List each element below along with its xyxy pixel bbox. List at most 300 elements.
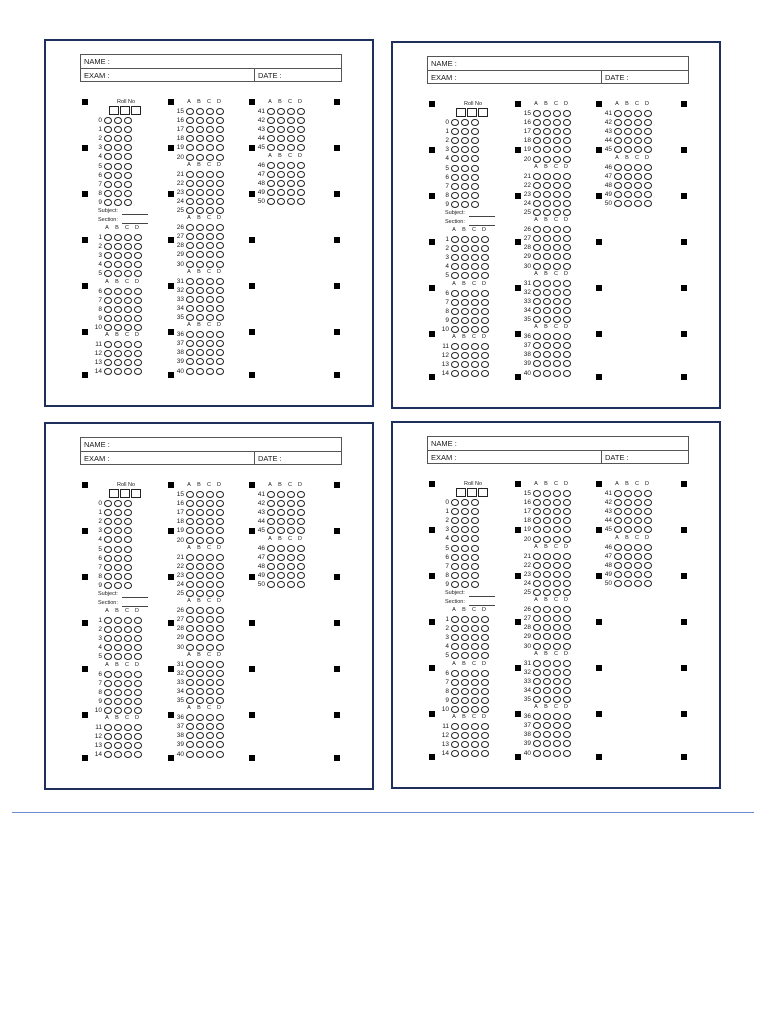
answer-bubble[interactable] <box>134 698 142 705</box>
answer-bubble[interactable] <box>196 261 204 268</box>
answer-bubble[interactable] <box>461 634 469 641</box>
roll-bubble[interactable] <box>471 192 479 199</box>
answer-bubble[interactable] <box>216 314 224 321</box>
answer-bubble[interactable] <box>553 517 561 524</box>
answer-bubble[interactable] <box>543 750 551 757</box>
answer-bubble[interactable] <box>297 509 305 516</box>
answer-bubble[interactable] <box>267 180 275 187</box>
roll-bubble[interactable] <box>471 545 479 552</box>
answer-bubble[interactable] <box>297 491 305 498</box>
answer-bubble[interactable] <box>563 490 571 497</box>
answer-bubble[interactable] <box>114 653 122 660</box>
answer-bubble[interactable] <box>114 617 122 624</box>
roll-bubble[interactable] <box>471 128 479 135</box>
roll-bubble[interactable] <box>104 190 112 197</box>
answer-bubble[interactable] <box>186 108 194 115</box>
roll-bubble[interactable] <box>461 572 469 579</box>
answer-bubble[interactable] <box>206 732 214 739</box>
answer-bubble[interactable] <box>206 634 214 641</box>
answer-bubble[interactable] <box>206 368 214 375</box>
answer-bubble[interactable] <box>563 370 571 377</box>
answer-bubble[interactable] <box>104 626 112 633</box>
answer-bubble[interactable] <box>471 299 479 306</box>
answer-bubble[interactable] <box>533 490 541 497</box>
answer-bubble[interactable] <box>186 207 194 214</box>
roll-bubble[interactable] <box>471 526 479 533</box>
answer-bubble[interactable] <box>543 182 551 189</box>
answer-bubble[interactable] <box>277 180 285 187</box>
answer-bubble[interactable] <box>297 554 305 561</box>
answer-bubble[interactable] <box>533 696 541 703</box>
roll-bubble[interactable] <box>461 545 469 552</box>
roll-bubble[interactable] <box>124 582 132 589</box>
answer-bubble[interactable] <box>216 108 224 115</box>
answer-bubble[interactable] <box>186 723 194 730</box>
answer-bubble[interactable] <box>216 625 224 632</box>
answer-bubble[interactable] <box>124 644 132 651</box>
answer-bubble[interactable] <box>186 697 194 704</box>
answer-bubble[interactable] <box>134 243 142 250</box>
roll-bubble[interactable] <box>461 499 469 506</box>
answer-bubble[interactable] <box>543 360 551 367</box>
answer-bubble[interactable] <box>553 536 561 543</box>
roll-bubble[interactable] <box>104 172 112 179</box>
roll-bubble[interactable] <box>114 582 122 589</box>
answer-bubble[interactable] <box>451 652 459 659</box>
answer-bubble[interactable] <box>543 253 551 260</box>
answer-bubble[interactable] <box>563 740 571 747</box>
answer-bubble[interactable] <box>543 200 551 207</box>
answer-bubble[interactable] <box>196 679 204 686</box>
answer-bubble[interactable] <box>543 191 551 198</box>
answer-bubble[interactable] <box>624 499 632 506</box>
answer-bubble[interactable] <box>624 200 632 207</box>
answer-bubble[interactable] <box>471 290 479 297</box>
roll-bubble[interactable] <box>451 146 459 153</box>
answer-bubble[interactable] <box>216 590 224 597</box>
answer-bubble[interactable] <box>533 316 541 323</box>
roll-bubble[interactable] <box>114 163 122 170</box>
answer-bubble[interactable] <box>104 288 112 295</box>
answer-bubble[interactable] <box>134 288 142 295</box>
answer-bubble[interactable] <box>186 500 194 507</box>
answer-bubble[interactable] <box>563 696 571 703</box>
answer-bubble[interactable] <box>196 634 204 641</box>
answer-bubble[interactable] <box>104 644 112 651</box>
answer-bubble[interactable] <box>216 572 224 579</box>
answer-bubble[interactable] <box>216 261 224 268</box>
answer-bubble[interactable] <box>451 679 459 686</box>
answer-bubble[interactable] <box>563 209 571 216</box>
answer-bubble[interactable] <box>451 236 459 243</box>
answer-bubble[interactable] <box>451 670 459 677</box>
answer-bubble[interactable] <box>563 110 571 117</box>
roll-no-entry-box[interactable] <box>467 108 477 117</box>
answer-bubble[interactable] <box>461 245 469 252</box>
answer-bubble[interactable] <box>461 723 469 730</box>
answer-bubble[interactable] <box>134 341 142 348</box>
answer-bubble[interactable] <box>553 244 561 251</box>
answer-bubble[interactable] <box>624 553 632 560</box>
answer-bubble[interactable] <box>196 117 204 124</box>
answer-bubble[interactable] <box>206 233 214 240</box>
answer-bubble[interactable] <box>196 251 204 258</box>
answer-bubble[interactable] <box>287 581 295 588</box>
roll-bubble[interactable] <box>471 155 479 162</box>
answer-bubble[interactable] <box>287 135 295 142</box>
answer-bubble[interactable] <box>124 315 132 322</box>
roll-bubble[interactable] <box>461 192 469 199</box>
roll-bubble[interactable] <box>104 509 112 516</box>
answer-bubble[interactable] <box>533 571 541 578</box>
answer-bubble[interactable] <box>196 697 204 704</box>
answer-bubble[interactable] <box>533 643 541 650</box>
answer-bubble[interactable] <box>104 261 112 268</box>
name-row[interactable] <box>81 55 341 69</box>
roll-bubble[interactable] <box>471 174 479 181</box>
answer-bubble[interactable] <box>114 751 122 758</box>
answer-bubble[interactable] <box>543 536 551 543</box>
roll-no-entry-box[interactable] <box>467 488 477 497</box>
answer-bubble[interactable] <box>461 236 469 243</box>
answer-bubble[interactable] <box>481 299 489 306</box>
answer-bubble[interactable] <box>206 714 214 721</box>
answer-bubble[interactable] <box>553 263 561 270</box>
answer-bubble[interactable] <box>563 200 571 207</box>
answer-bubble[interactable] <box>614 499 622 506</box>
answer-bubble[interactable] <box>196 108 204 115</box>
answer-bubble[interactable] <box>461 706 469 713</box>
roll-bubble[interactable] <box>124 144 132 151</box>
answer-bubble[interactable] <box>206 358 214 365</box>
answer-bubble[interactable] <box>471 732 479 739</box>
answer-bubble[interactable] <box>134 617 142 624</box>
answer-bubble[interactable] <box>461 361 469 368</box>
roll-bubble[interactable] <box>104 153 112 160</box>
answer-bubble[interactable] <box>114 261 122 268</box>
answer-bubble[interactable] <box>196 500 204 507</box>
answer-bubble[interactable] <box>216 527 224 534</box>
roll-bubble[interactable] <box>471 165 479 172</box>
answer-bubble[interactable] <box>624 191 632 198</box>
answer-bubble[interactable] <box>471 697 479 704</box>
answer-bubble[interactable] <box>614 571 622 578</box>
answer-bubble[interactable] <box>543 713 551 720</box>
roll-bubble[interactable] <box>114 536 122 543</box>
roll-bubble[interactable] <box>104 564 112 571</box>
answer-bubble[interactable] <box>124 617 132 624</box>
answer-bubble[interactable] <box>563 526 571 533</box>
answer-bubble[interactable] <box>543 731 551 738</box>
answer-bubble[interactable] <box>533 580 541 587</box>
roll-bubble[interactable] <box>451 119 459 126</box>
answer-bubble[interactable] <box>563 750 571 757</box>
answer-bubble[interactable] <box>481 361 489 368</box>
answer-bubble[interactable] <box>196 491 204 498</box>
answer-bubble[interactable] <box>206 180 214 187</box>
answer-bubble[interactable] <box>104 671 112 678</box>
answer-bubble[interactable] <box>563 191 571 198</box>
roll-no-entry-box[interactable] <box>456 488 466 497</box>
answer-bubble[interactable] <box>553 508 561 515</box>
answer-bubble[interactable] <box>277 518 285 525</box>
answer-bubble[interactable] <box>216 296 224 303</box>
answer-bubble[interactable] <box>277 491 285 498</box>
answer-bubble[interactable] <box>451 254 459 261</box>
answer-bubble[interactable] <box>543 128 551 135</box>
answer-bubble[interactable] <box>634 200 642 207</box>
answer-bubble[interactable] <box>297 180 305 187</box>
answer-bubble[interactable] <box>644 137 652 144</box>
answer-bubble[interactable] <box>206 126 214 133</box>
answer-bubble[interactable] <box>533 119 541 126</box>
answer-bubble[interactable] <box>216 117 224 124</box>
answer-bubble[interactable] <box>287 198 295 205</box>
answer-bubble[interactable] <box>533 146 541 153</box>
answer-bubble[interactable] <box>287 171 295 178</box>
roll-bubble[interactable] <box>104 527 112 534</box>
answer-bubble[interactable] <box>196 126 204 133</box>
answer-bubble[interactable] <box>186 287 194 294</box>
answer-bubble[interactable] <box>134 689 142 696</box>
answer-bubble[interactable] <box>287 518 295 525</box>
answer-bubble[interactable] <box>553 526 561 533</box>
roll-bubble[interactable] <box>114 153 122 160</box>
answer-bubble[interactable] <box>563 235 571 242</box>
answer-bubble[interactable] <box>481 625 489 632</box>
answer-bubble[interactable] <box>553 182 561 189</box>
roll-bubble[interactable] <box>461 517 469 524</box>
answer-bubble[interactable] <box>114 341 122 348</box>
name-row[interactable] <box>428 57 688 71</box>
answer-bubble[interactable] <box>196 180 204 187</box>
answer-bubble[interactable] <box>206 590 214 597</box>
answer-bubble[interactable] <box>206 135 214 142</box>
answer-bubble[interactable] <box>206 723 214 730</box>
answer-bubble[interactable] <box>481 688 489 695</box>
answer-bubble[interactable] <box>114 733 122 740</box>
answer-bubble[interactable] <box>186 126 194 133</box>
answer-bubble[interactable] <box>206 500 214 507</box>
answer-bubble[interactable] <box>104 315 112 322</box>
answer-bubble[interactable] <box>533 624 541 631</box>
answer-bubble[interactable] <box>471 254 479 261</box>
answer-bubble[interactable] <box>186 714 194 721</box>
answer-bubble[interactable] <box>186 527 194 534</box>
answer-bubble[interactable] <box>186 180 194 187</box>
answer-bubble[interactable] <box>553 253 561 260</box>
answer-bubble[interactable] <box>543 633 551 640</box>
answer-bubble[interactable] <box>104 751 112 758</box>
answer-bubble[interactable] <box>124 635 132 642</box>
answer-bubble[interactable] <box>186 314 194 321</box>
answer-bubble[interactable] <box>196 607 204 614</box>
answer-bubble[interactable] <box>624 119 632 126</box>
answer-bubble[interactable] <box>186 590 194 597</box>
answer-bubble[interactable] <box>114 707 122 714</box>
answer-bubble[interactable] <box>186 518 194 525</box>
answer-bubble[interactable] <box>134 733 142 740</box>
answer-bubble[interactable] <box>206 581 214 588</box>
answer-bubble[interactable] <box>134 368 142 375</box>
roll-bubble[interactable] <box>451 201 459 208</box>
answer-bubble[interactable] <box>206 509 214 516</box>
answer-bubble[interactable] <box>614 119 622 126</box>
answer-bubble[interactable] <box>267 126 275 133</box>
roll-bubble[interactable] <box>104 500 112 507</box>
answer-bubble[interactable] <box>277 545 285 552</box>
answer-bubble[interactable] <box>216 688 224 695</box>
answer-bubble[interactable] <box>553 589 561 596</box>
answer-bubble[interactable] <box>471 706 479 713</box>
answer-bubble[interactable] <box>553 669 561 676</box>
answer-bubble[interactable] <box>481 308 489 315</box>
answer-bubble[interactable] <box>481 741 489 748</box>
answer-bubble[interactable] <box>267 500 275 507</box>
roll-no-entry-box[interactable] <box>120 489 130 498</box>
answer-bubble[interactable] <box>634 553 642 560</box>
answer-bubble[interactable] <box>196 670 204 677</box>
answer-bubble[interactable] <box>614 517 622 524</box>
answer-bubble[interactable] <box>614 508 622 515</box>
answer-bubble[interactable] <box>297 500 305 507</box>
answer-bubble[interactable] <box>124 707 132 714</box>
answer-bubble[interactable] <box>543 226 551 233</box>
answer-bubble[interactable] <box>543 235 551 242</box>
answer-bubble[interactable] <box>196 590 204 597</box>
answer-bubble[interactable] <box>481 723 489 730</box>
answer-bubble[interactable] <box>563 508 571 515</box>
answer-bubble[interactable] <box>196 625 204 632</box>
answer-bubble[interactable] <box>461 317 469 324</box>
answer-bubble[interactable] <box>124 751 132 758</box>
roll-bubble[interactable] <box>104 546 112 553</box>
roll-bubble[interactable] <box>451 572 459 579</box>
roll-bubble[interactable] <box>461 165 469 172</box>
roll-bubble[interactable] <box>451 526 459 533</box>
answer-bubble[interactable] <box>196 135 204 142</box>
answer-bubble[interactable] <box>644 490 652 497</box>
answer-bubble[interactable] <box>277 527 285 534</box>
answer-bubble[interactable] <box>471 625 479 632</box>
answer-bubble[interactable] <box>104 270 112 277</box>
answer-bubble[interactable] <box>553 226 561 233</box>
roll-bubble[interactable] <box>124 172 132 179</box>
answer-bubble[interactable] <box>553 740 561 747</box>
answer-bubble[interactable] <box>533 235 541 242</box>
answer-bubble[interactable] <box>267 491 275 498</box>
answer-bubble[interactable] <box>206 527 214 534</box>
answer-bubble[interactable] <box>644 164 652 171</box>
answer-bubble[interactable] <box>297 126 305 133</box>
answer-bubble[interactable] <box>186 349 194 356</box>
answer-bubble[interactable] <box>186 305 194 312</box>
answer-bubble[interactable] <box>297 198 305 205</box>
roll-no-entry-box[interactable] <box>456 108 466 117</box>
answer-bubble[interactable] <box>114 689 122 696</box>
roll-bubble[interactable] <box>461 146 469 153</box>
answer-bubble[interactable] <box>124 368 132 375</box>
answer-bubble[interactable] <box>471 652 479 659</box>
answer-bubble[interactable] <box>134 270 142 277</box>
answer-bubble[interactable] <box>124 270 132 277</box>
answer-bubble[interactable] <box>134 306 142 313</box>
answer-bubble[interactable] <box>614 490 622 497</box>
answer-bubble[interactable] <box>624 137 632 144</box>
roll-bubble[interactable] <box>104 126 112 133</box>
answer-bubble[interactable] <box>267 198 275 205</box>
roll-bubble[interactable] <box>124 181 132 188</box>
answer-bubble[interactable] <box>533 731 541 738</box>
answer-bubble[interactable] <box>134 359 142 366</box>
roll-bubble[interactable] <box>114 564 122 571</box>
answer-bubble[interactable] <box>206 314 214 321</box>
roll-bubble[interactable] <box>124 117 132 124</box>
answer-bubble[interactable] <box>124 626 132 633</box>
answer-bubble[interactable] <box>124 234 132 241</box>
answer-bubble[interactable] <box>216 697 224 704</box>
answer-bubble[interactable] <box>563 499 571 506</box>
answer-bubble[interactable] <box>563 536 571 543</box>
roll-bubble[interactable] <box>461 554 469 561</box>
answer-bubble[interactable] <box>644 571 652 578</box>
roll-bubble[interactable] <box>124 518 132 525</box>
answer-bubble[interactable] <box>216 607 224 614</box>
answer-bubble[interactable] <box>461 370 469 377</box>
answer-bubble[interactable] <box>533 351 541 358</box>
answer-bubble[interactable] <box>533 615 541 622</box>
answer-bubble[interactable] <box>206 207 214 214</box>
answer-bubble[interactable] <box>104 341 112 348</box>
answer-bubble[interactable] <box>186 741 194 748</box>
answer-bubble[interactable] <box>134 680 142 687</box>
answer-bubble[interactable] <box>186 572 194 579</box>
answer-bubble[interactable] <box>543 508 551 515</box>
answer-bubble[interactable] <box>543 280 551 287</box>
answer-bubble[interactable] <box>267 144 275 151</box>
answer-bubble[interactable] <box>543 526 551 533</box>
answer-bubble[interactable] <box>533 526 541 533</box>
answer-bubble[interactable] <box>543 146 551 153</box>
roll-bubble[interactable] <box>104 181 112 188</box>
answer-bubble[interactable] <box>124 341 132 348</box>
answer-bubble[interactable] <box>114 252 122 259</box>
roll-bubble[interactable] <box>451 165 459 172</box>
answer-bubble[interactable] <box>134 252 142 259</box>
answer-bubble[interactable] <box>644 146 652 153</box>
answer-bubble[interactable] <box>206 224 214 231</box>
answer-bubble[interactable] <box>481 732 489 739</box>
roll-bubble[interactable] <box>114 546 122 553</box>
answer-bubble[interactable] <box>563 615 571 622</box>
answer-bubble[interactable] <box>451 625 459 632</box>
answer-bubble[interactable] <box>114 671 122 678</box>
answer-bubble[interactable] <box>196 305 204 312</box>
answer-bubble[interactable] <box>206 349 214 356</box>
answer-bubble[interactable] <box>196 723 204 730</box>
answer-bubble[interactable] <box>287 126 295 133</box>
roll-bubble[interactable] <box>461 155 469 162</box>
answer-bubble[interactable] <box>297 162 305 169</box>
exam-row[interactable] <box>81 69 341 82</box>
answer-bubble[interactable] <box>196 751 204 758</box>
roll-bubble[interactable] <box>114 500 122 507</box>
answer-bubble[interactable] <box>196 527 204 534</box>
answer-bubble[interactable] <box>297 144 305 151</box>
answer-bubble[interactable] <box>553 173 561 180</box>
answer-bubble[interactable] <box>451 741 459 748</box>
answer-bubble[interactable] <box>533 750 541 757</box>
